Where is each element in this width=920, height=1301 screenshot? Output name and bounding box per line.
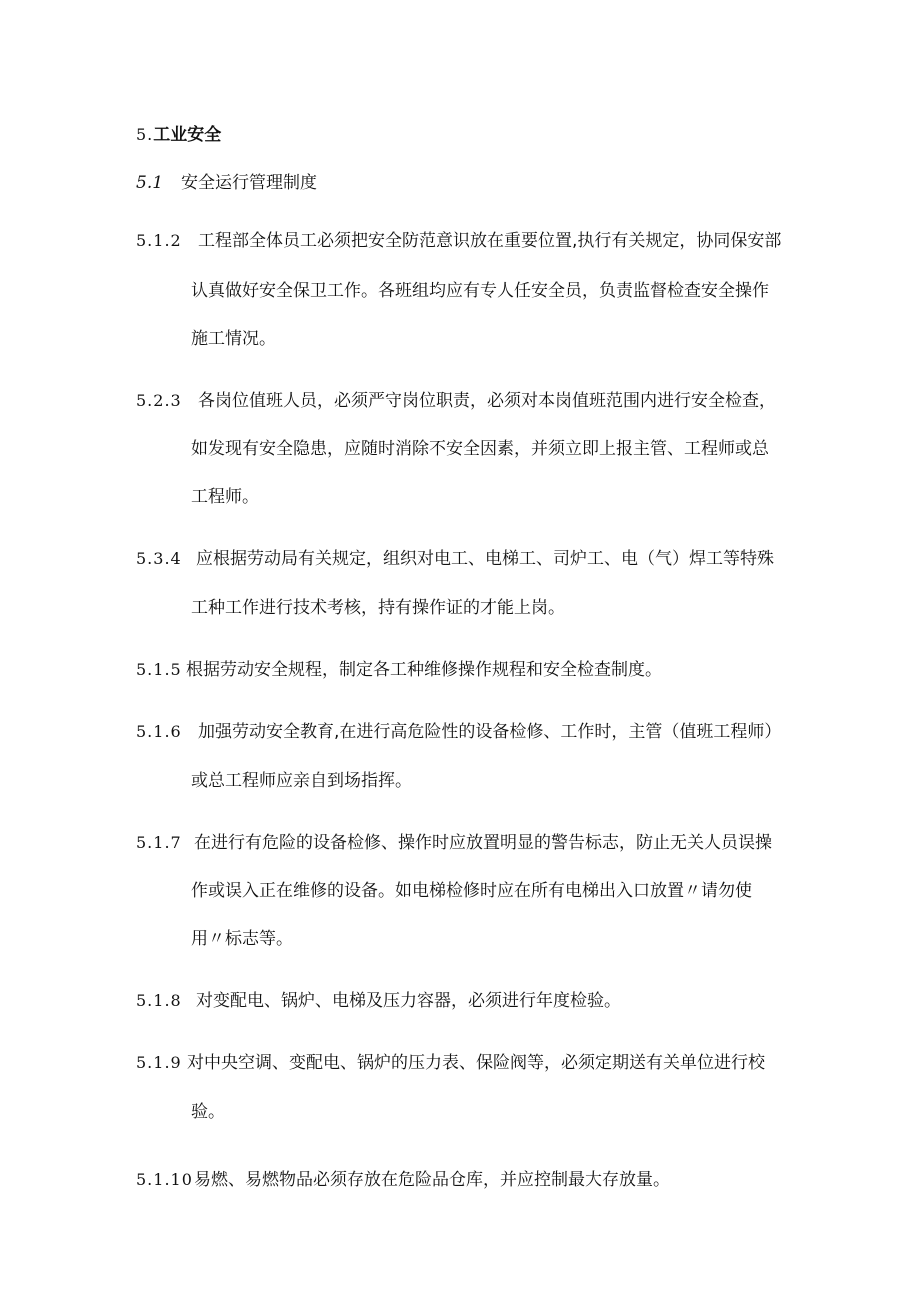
clause-number: 5.1.6: [136, 722, 182, 741]
clause-text-line: 验。: [191, 1102, 225, 1122]
clause-text-line: 施工情况。: [191, 329, 276, 349]
clause-text-line: 对变配电、锅炉、电梯及压力容器，必须进行年度检验。: [196, 991, 621, 1011]
subsection-number: 5.1: [136, 173, 164, 193]
clause-text-line: 作或误入正在维修的设备。如电梯检修时应在所有电梯出入口放置〃请勿使: [191, 881, 752, 901]
clause-text-line: 用〃标志等。: [191, 929, 293, 949]
clause-item: [136, 1052, 765, 1074]
section-number: 5.: [136, 125, 154, 144]
clause-text-line: 对中央空调、变配电、锅炉的压力表、保险阀等，必须定期送有关单位进行校: [187, 1053, 765, 1073]
clause-item: [136, 721, 781, 743]
section-title: 工业安全: [153, 125, 222, 145]
clause-number: 5.1.8: [136, 991, 182, 1010]
clause-text-line: 在进行有危险的设备检修、操作时应放置明显的警告标志，防止无关人员误操: [194, 833, 772, 853]
clause-item: [136, 659, 662, 681]
clause-text-line: 易燃、易燃物品必须存放在危险品仓库，并应控制最大存放量。: [194, 1170, 670, 1190]
clause-text-line: 根据劳动安全规程，制定各工种维修操作规程和安全检查制度。: [186, 660, 662, 680]
clause-item: [136, 230, 781, 252]
section-heading: [136, 124, 221, 146]
clause-number: 5.1.2: [136, 231, 182, 250]
clause-number: 5.2.3: [136, 391, 182, 410]
clause-number: 5.1.9: [136, 1053, 182, 1072]
clause-number: 5.3.4: [136, 549, 182, 568]
clause-text-line: 应根据劳动局有关规定，组织对电工、电梯工、司炉工、电（气）焊工等特殊: [196, 549, 774, 569]
clause-text-line: 加强劳动安全教育,在进行高危险性的设备检修、工作时，主管（值班工程师）: [198, 722, 782, 742]
subsection-heading: [136, 172, 317, 194]
clause-number: 5.1.7: [136, 833, 182, 852]
clause-number: 5.1.5: [136, 660, 182, 679]
clause-text-line: 各岗位值班人员，必须严守岗位职责，必须对本岗值班范围内进行安全检查，: [198, 391, 776, 411]
subsection-title: 安全运行管理制度: [181, 173, 318, 193]
clause-item: [136, 1169, 670, 1191]
clause-text-line: 工种工作进行技术考核，持有操作证的才能上岗。: [191, 598, 565, 618]
clause-text-line: 工程师。: [191, 487, 259, 507]
clause-item: [136, 990, 621, 1012]
clause-item: [136, 548, 774, 570]
clause-number: 5.1.10: [136, 1170, 193, 1189]
clause-item: [136, 390, 776, 412]
clause-text-line: 如发现有安全隐患，应随时消除不安全因素，并须立即上报主管、工程师或总: [191, 439, 769, 459]
clause-text-line: 认真做好安全保卫工作。各班组均应有专人任安全员，负责监督检查安全操作: [191, 281, 769, 301]
clause-text-line: 工程部全体员工必须把安全防范意识放在重要位置,执行有关规定，协同保安部: [198, 231, 782, 251]
clause-text-line: 或总工程师应亲自到场指挥。: [191, 771, 412, 791]
clause-item: [136, 832, 772, 854]
